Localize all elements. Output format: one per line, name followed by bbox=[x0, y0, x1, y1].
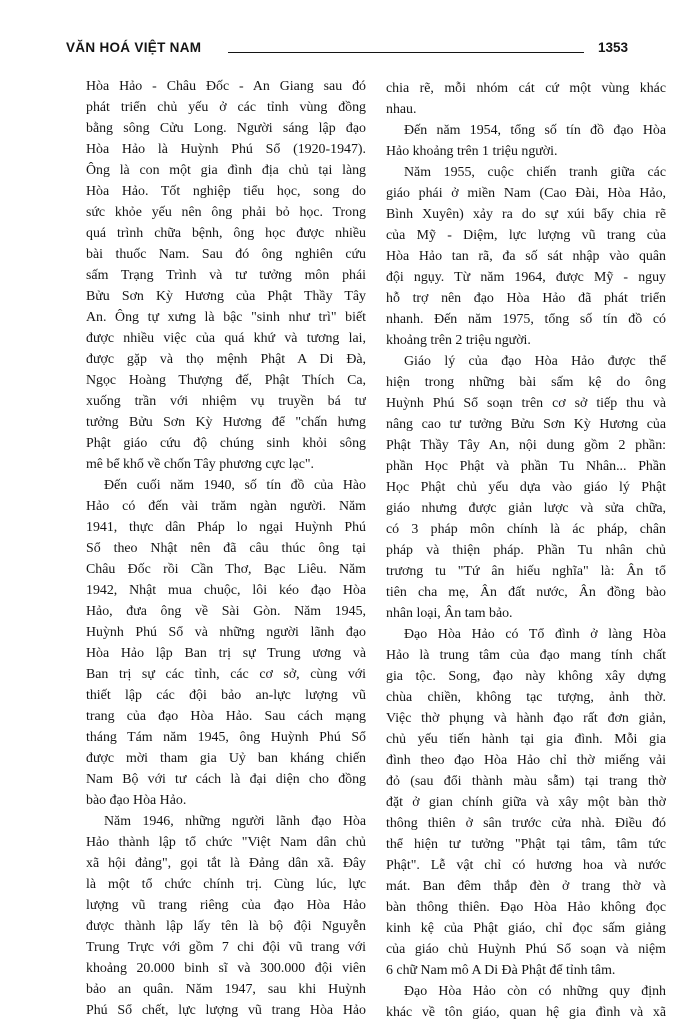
header-rule bbox=[228, 52, 584, 53]
text-line: hỗ trợ nên đạo Hòa Hảo đã phát triển bbox=[386, 291, 666, 306]
text-line: xuống trần với nhiệm vụ truyền bá tư bbox=[86, 394, 366, 409]
left-column bbox=[86, 76, 366, 1021]
text-line: An. Ông tự xưng là bậc "sinh như trì" biết bbox=[86, 310, 366, 325]
text-line: Ban trị sự các tỉnh, các cơ sở, cùng với bbox=[86, 667, 366, 682]
text-line: Trung Trực với gồm 7 chi đội vũ trang với bbox=[86, 940, 366, 955]
text-line: Hòa Hảo - Châu Đốc - An Giang sau đó bbox=[86, 79, 366, 94]
text-line: giáo phái ở miền Nam (Cao Đài, Hòa Hảo, bbox=[386, 186, 666, 201]
text-line: lượng vũ trang riêng của đạo Hòa Hảo bbox=[86, 898, 366, 913]
text-line: được gặp và thọ mệnh Phật A Di Đà, bbox=[86, 352, 366, 367]
text-line: tiên cha mẹ, Ân đất nước, Ân đồng bào bbox=[386, 585, 666, 600]
text-line: Đạo Hòa Hảo có Tổ đình ở làng Hòa bbox=[404, 627, 666, 642]
text-line: bàn thông thiên. Đạo Hòa Hảo không đọc bbox=[386, 900, 666, 915]
text-line: 1941, thực dân Pháp lo ngại Huỳnh Phú bbox=[86, 520, 366, 535]
text-line: Ông là con một gia đình địa chủ tại làng bbox=[86, 163, 366, 178]
text-line: thông thiên ở sân trước cửa nhà. Điều đó bbox=[386, 816, 666, 831]
text-line: phát triển chủ yếu ở các tỉnh vùng đồng bbox=[86, 100, 366, 115]
text-line: Hòa Hảo lập Ban trị sự Trung ương và bbox=[86, 646, 366, 661]
running-header bbox=[66, 40, 628, 64]
text-line: Hòa Hảo tan rã, đa số sát nhập vào quân bbox=[386, 249, 666, 264]
text-line: bài thuốc Nam. Sau đó ông nghiên cứu bbox=[86, 247, 366, 262]
text-line: Đến cuối năm 1940, số tín đồ của Hào bbox=[104, 478, 366, 493]
text-line: Đến năm 1954, tổng số tín đồ đạo Hòa bbox=[404, 123, 666, 138]
text-line: trang của đạo Hòa Hảo. Sau cách mạng bbox=[86, 709, 366, 724]
text-line: nâng cao tư tưởng Bửu Sơn Kỳ Hương của bbox=[386, 417, 666, 432]
text-line: Hảo có đến vài trăm ngàn người. Năm bbox=[86, 499, 366, 514]
page-number: 1353 bbox=[597, 40, 628, 55]
text-line: mát. Ban đêm thắp đèn ở trang thờ và bbox=[386, 879, 666, 894]
text-line: bằng sông Cửu Long. Người sáng lập đạo bbox=[86, 121, 366, 136]
text-line: Nam Bộ với tư cách là đại diện cho đồng bbox=[86, 772, 366, 787]
text-line: của Mỹ - Diệm, lực lượng vũ trang của bbox=[386, 228, 666, 243]
text-line: Phú Sổ chết, lực lượng vũ trang Hòa Hảo bbox=[86, 1003, 366, 1018]
text-line: nhau. bbox=[386, 102, 417, 117]
text-line: pháp và thiện pháp. Phần Tu nhân chủ bbox=[386, 543, 666, 558]
text-line: hiện trong những bài sấm kệ do ông bbox=[386, 375, 666, 390]
text-line: trương tu "Tứ ân hiếu nghĩa" là: Ân tổ bbox=[386, 564, 666, 579]
text-line: được nhiều việc của quá khứ và tương lai, bbox=[86, 331, 366, 346]
text-line: Sổ theo Nhật nên đã câu thúc ông tại bbox=[86, 541, 366, 556]
text-line: Hảo thành lập tổ chức "Việt Nam dân chủ bbox=[86, 835, 366, 850]
text-line: tháng Tám năm 1945, ông Huỳnh Phú Sổ bbox=[86, 730, 366, 745]
text-line: giáo nhưng được giản lược và sửa chữa, bbox=[386, 501, 666, 516]
text-line: Huỳnh Phú Sổ và những người lãnh đạo bbox=[86, 625, 366, 640]
text-line: là một tổ chức chính trị. Cùng lúc, lực bbox=[86, 877, 366, 892]
text-line: gia tộc. Song, đạo này không xây dựng bbox=[386, 669, 666, 684]
text-line: sấm Trạng Trình và tư tưởng môn phái bbox=[86, 268, 366, 283]
text-line: của giáo chủ Huỳnh Phú Sổ soạn và niệm bbox=[386, 942, 666, 957]
text-line: Năm 1946, những người lãnh đạo Hòa bbox=[104, 814, 366, 829]
text-line: khác về tôn giáo, quan hệ gia đình và xã bbox=[386, 1005, 666, 1020]
text-line: chia rẽ, mỗi nhóm cát cứ một vùng khác bbox=[386, 81, 666, 96]
text-line: nhân loại, Ân tam bảo. bbox=[386, 606, 513, 621]
text-line: Huỳnh Phú Sổ soạn trên cơ sở tiếp thu và bbox=[386, 396, 666, 411]
text-line: khoảng trên 2 triệu người. bbox=[386, 333, 531, 348]
text-line: đình theo đạo Hòa Hảo chỉ thờ miếng vải bbox=[386, 753, 666, 768]
running-title: VĂN HOÁ VIỆT NAM bbox=[66, 40, 202, 55]
text-line: đặt ở gian chính giữa và xây một bàn thờ bbox=[386, 795, 666, 810]
text-line: được thành lập lấy tên là bộ đội Nguyễn bbox=[86, 919, 366, 934]
text-line: Hảo là trung tâm của đạo mang tính chất bbox=[386, 648, 666, 663]
text-line: kinh kệ của Phật giáo, chỉ đọc sấm giảng bbox=[386, 921, 666, 936]
text-line: đội ngụy. Từ năm 1964, được Mỹ - nguy bbox=[386, 270, 666, 285]
text-line: Việc thờ phụng và hành đạo rất đơn giản, bbox=[386, 711, 666, 726]
text-line: đỏ (sau đổi thành màu sẫm) tại trang thờ bbox=[386, 774, 666, 789]
text-line: phần Học Phật và phần Tu Nhân... Phần bbox=[386, 459, 666, 474]
text-line: 1942, Nhật mua chuộc, lôi kéo đạo Hòa bbox=[86, 583, 366, 598]
text-line: Phật Thầy Tây An, nội dung gồm 2 phần: bbox=[386, 438, 666, 453]
text-line: có 3 pháp môn chính là ác pháp, chân bbox=[386, 522, 666, 537]
text-line: Năm 1955, cuộc chiến tranh giữa các bbox=[404, 165, 666, 180]
text-line: tưởng Bửu Sơn Kỳ Hương để "chấn hưng bbox=[86, 415, 366, 430]
text-line: Ngọc Hoàng Thượng đế, Phật Thích Ca, bbox=[86, 373, 366, 388]
text-line: Châu Đốc rồi Cần Thơ, Bạc Liêu. Năm bbox=[86, 562, 366, 577]
text-line: 6 chữ Nam mô A Di Đà Phật để tỉnh tâm. bbox=[386, 963, 616, 978]
text-line: thiết lập các đội bảo an-lực lượng vũ bbox=[86, 688, 366, 703]
right-column bbox=[386, 78, 666, 1023]
text-line: xã hội đảng", gọi tắt là Đảng dân xã. Đây bbox=[86, 856, 366, 871]
text-line: mê bể khổ về chốn Tây phương cực lạc". bbox=[86, 457, 315, 472]
text-line: Đạo Hòa Hảo còn có những quy định bbox=[404, 984, 666, 999]
text-line: thể hiện tư tưởng "Phật tại tâm, tâm tức bbox=[386, 837, 666, 852]
text-line: Phật giáo cứu độ chúng sinh khỏi sông bbox=[86, 436, 366, 451]
text-line: chùa chiền, không tạc tượng, ảnh thờ. bbox=[386, 690, 666, 705]
text-line: bào đạo Hòa Hảo. bbox=[86, 793, 187, 808]
text-line: Học Phật chủ yếu dựa vào giáo lý Phật bbox=[386, 480, 666, 495]
text-line: được mời tham gia Uỷ ban kháng chiến bbox=[86, 751, 366, 766]
text-line: Phật". Lễ vật chỉ có hương hoa và nước bbox=[386, 858, 666, 873]
text-line: nhanh. Đến năm 1975, tổng số tín đồ có bbox=[386, 312, 666, 327]
text-line: Hòa Hảo là Huỳnh Phú Sổ (1920-1947). bbox=[86, 142, 366, 157]
text-line: Bửu Sơn Kỳ Hương của Phật Thầy Tây bbox=[86, 289, 366, 304]
text-line: chủ yếu tiến hành tại gia đình. Mỗi gia bbox=[386, 732, 666, 747]
text-line: khoảng 20.000 binh sĩ và 300.000 đội viên bbox=[86, 961, 366, 976]
text-line: Giáo lý của đạo Hòa Hảo được thể bbox=[404, 354, 666, 369]
text-line: quá trình chữa bệnh, ông học được nhiều bbox=[86, 226, 366, 241]
text-line: Bình Xuyên) xảy ra do sự xúi bẩy chia rẽ bbox=[386, 207, 666, 222]
text-line: Hảo khoảng trên 1 triệu người. bbox=[386, 144, 558, 159]
text-line: bảo an quân. Năm 1947, sau khi Huỳnh bbox=[86, 982, 366, 997]
text-line: Hảo, đưa ông về Sài Gòn. Năm 1945, bbox=[86, 604, 366, 619]
text-line: sức khỏe yếu nên ông phải bỏ học. Trong bbox=[86, 205, 366, 220]
text-line: Hòa Hảo. Tốt nghiệp tiểu học, song do bbox=[86, 184, 366, 199]
